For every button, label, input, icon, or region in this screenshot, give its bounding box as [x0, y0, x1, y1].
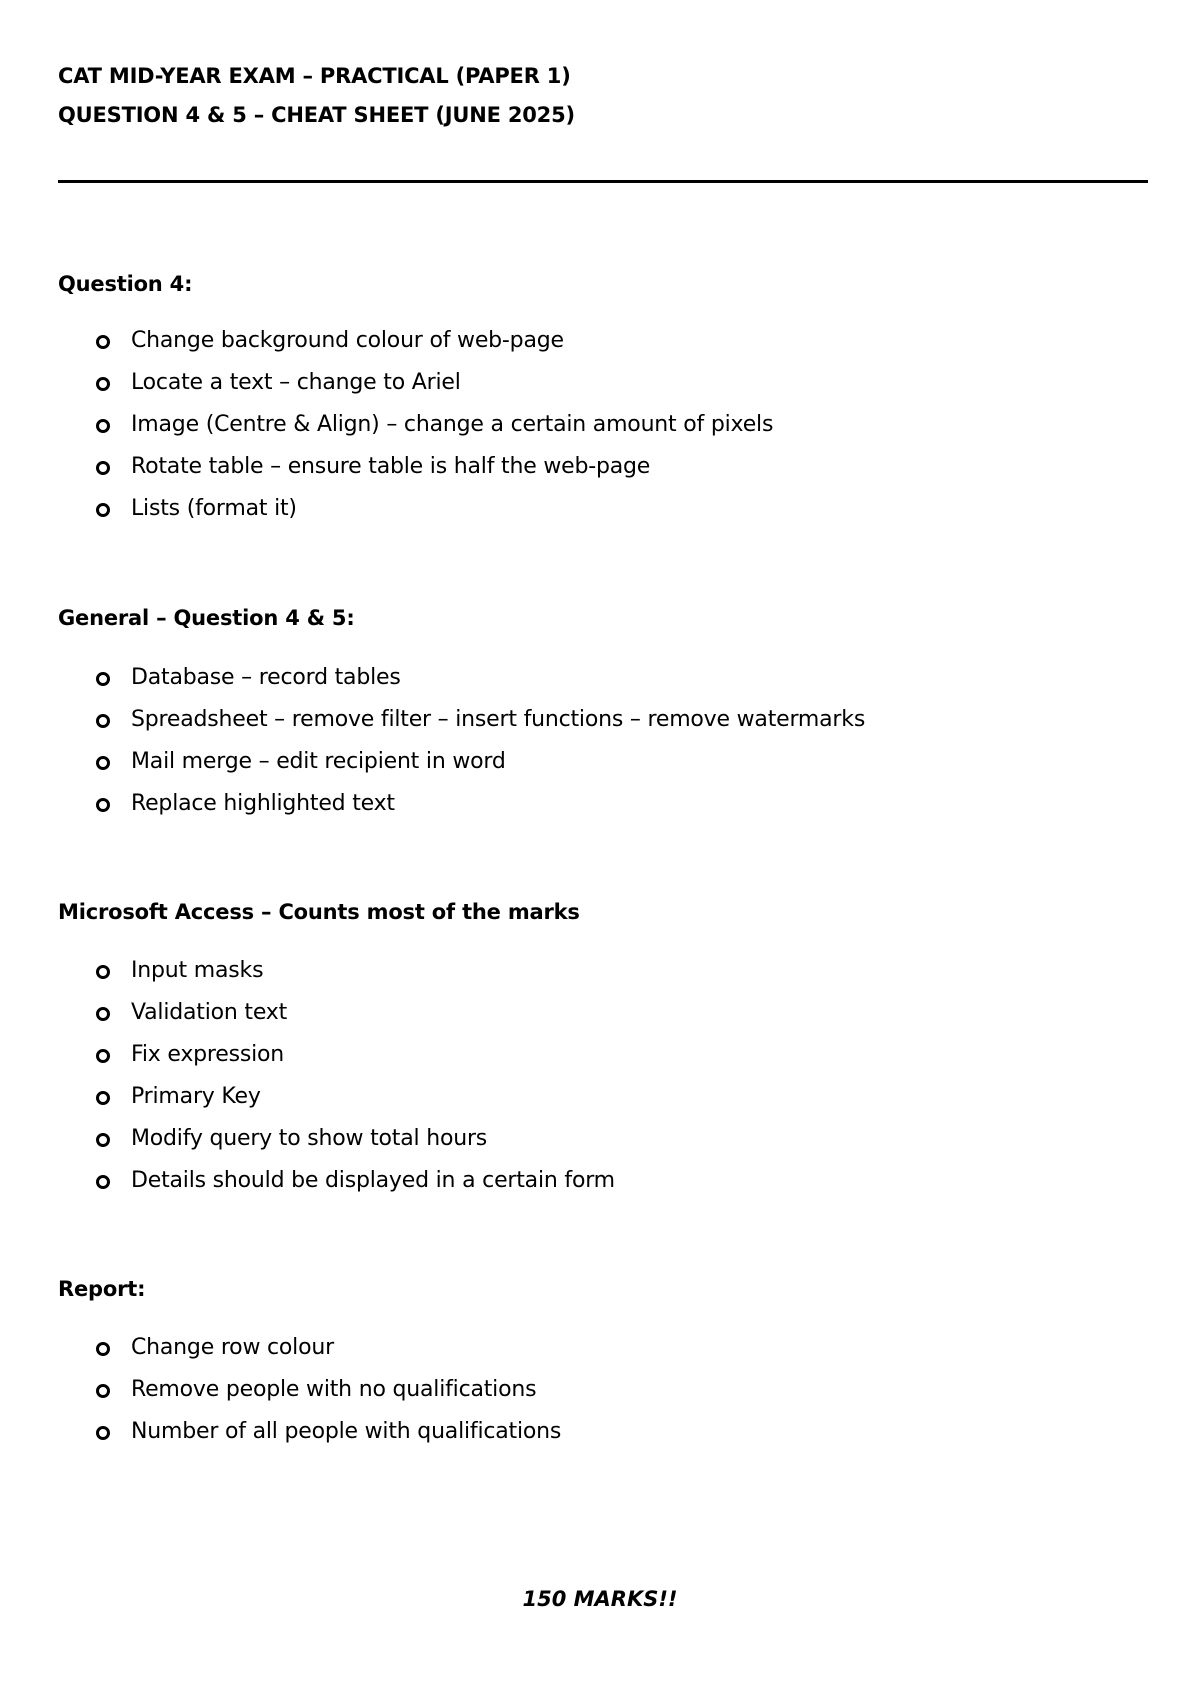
bullet-icon [96, 377, 110, 391]
bullet-icon [96, 965, 110, 979]
list-item-text: Image (Centre & Align) – change a certain amount of pixels [131, 412, 774, 437]
list-item [0, 1040, 615, 1082]
bullet-icon [96, 672, 110, 686]
bullet-icon [96, 419, 110, 433]
list-item [0, 998, 615, 1040]
list-item [0, 1417, 561, 1459]
list-item [0, 1124, 615, 1166]
list-item-text: Change background colour of web-page [131, 328, 564, 353]
bullet-icon [96, 1133, 110, 1147]
section-title-microsoft-access: Microsoft Access – Counts most of the marks [58, 900, 580, 924]
list-item-text: Details should be displayed in a certain form [131, 1168, 615, 1193]
list-item [0, 747, 865, 789]
section-list-report [0, 1333, 561, 1459]
bullet-icon [96, 714, 110, 728]
list-item-text: Validation text [131, 1000, 288, 1025]
section-title-report: Report: [58, 1277, 146, 1301]
list-item-text: Remove people with no qualifications [131, 1377, 537, 1402]
bullet-icon [96, 1091, 110, 1105]
document-subtitle: QUESTION 4 & 5 – CHEAT SHEET (JUNE 2025) [58, 103, 575, 127]
bullet-icon [96, 1175, 110, 1189]
document-title: CAT MID-YEAR EXAM – PRACTICAL (PAPER 1) [58, 64, 571, 88]
bullet-icon [96, 1426, 110, 1440]
list-item-text: Rotate table – ensure table is half the web-page [131, 454, 651, 479]
list-item [0, 789, 865, 831]
list-item [0, 1166, 615, 1208]
list-item [0, 1333, 561, 1375]
list-item [0, 1082, 615, 1124]
section-list-question-4 [0, 326, 773, 536]
bullet-icon [96, 1049, 110, 1063]
horizontal-rule [58, 180, 1148, 183]
list-item-text: Locate a text – change to Ariel [131, 370, 461, 395]
bullet-icon [96, 756, 110, 770]
bullet-icon [96, 1007, 110, 1021]
list-item-text: Input masks [131, 958, 264, 983]
bullet-icon [96, 1342, 110, 1356]
list-item [0, 663, 865, 705]
section-title-general: General – Question 4 & 5: [58, 606, 355, 630]
list-item-text: Primary Key [131, 1084, 261, 1109]
section-list-microsoft-access [0, 956, 615, 1208]
bullet-icon [96, 1384, 110, 1398]
list-item-text: Database – record tables [131, 665, 401, 690]
list-item [0, 1375, 561, 1417]
bullet-icon [96, 461, 110, 475]
list-item [0, 452, 773, 494]
list-item-text: Spreadsheet – remove filter – insert functions – remove watermarks [131, 707, 866, 732]
list-item [0, 494, 773, 536]
list-item-text: Number of all people with qualifications [131, 1419, 562, 1444]
list-item-text: Mail merge – edit recipient in word [131, 749, 506, 774]
bullet-icon [96, 335, 110, 349]
list-item-text: Lists (format it) [131, 496, 297, 521]
list-item [0, 956, 615, 998]
section-list-general [0, 663, 865, 831]
list-item [0, 705, 865, 747]
list-item-text: Change row colour [131, 1335, 334, 1360]
list-item-text: Fix expression [131, 1042, 285, 1067]
bullet-icon [96, 798, 110, 812]
bullet-icon [96, 503, 110, 517]
list-item [0, 326, 773, 368]
section-title-question-4: Question 4: [58, 272, 193, 296]
list-item-text: Replace highlighted text [131, 791, 395, 816]
list-item [0, 368, 773, 410]
list-item [0, 410, 773, 452]
list-item-text: Modify query to show total hours [131, 1126, 488, 1151]
footer-marks: 150 MARKS!! [522, 1587, 678, 1611]
